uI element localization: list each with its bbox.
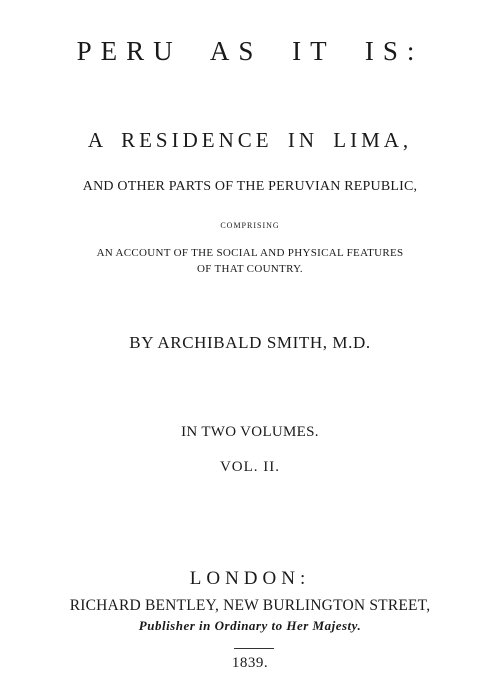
divider-rule (234, 648, 274, 649)
publisher-role: Publisher in Ordinary to Her Majesty. (138, 618, 362, 633)
subtitle: A RESIDENCE IN LIMA, (87, 128, 413, 152)
volume-number: VOL. II. (219, 459, 281, 475)
publisher-line: RICHARD BENTLEY, NEW BURLINGTON STREET, (69, 597, 431, 614)
subtitle-line-2: AND OTHER PARTS OF THE PERUVIAN REPUBLIC, (82, 179, 418, 194)
account-line-2: OF THAT COUNTRY. (197, 263, 303, 275)
comprising-label: COMPRISING (220, 221, 280, 230)
publication-year: 1839. (231, 655, 269, 671)
volumes-line: IN TWO VOLUMES. (181, 424, 319, 440)
main-title: PERU AS IT IS: (76, 36, 424, 66)
author-line: BY ARCHIBALD SMITH, M.D. (129, 333, 371, 352)
publication-city: LONDON: (189, 568, 311, 589)
account-line-1: AN ACCOUNT OF THE SOCIAL AND PHYSICAL FEATURES (96, 247, 404, 259)
